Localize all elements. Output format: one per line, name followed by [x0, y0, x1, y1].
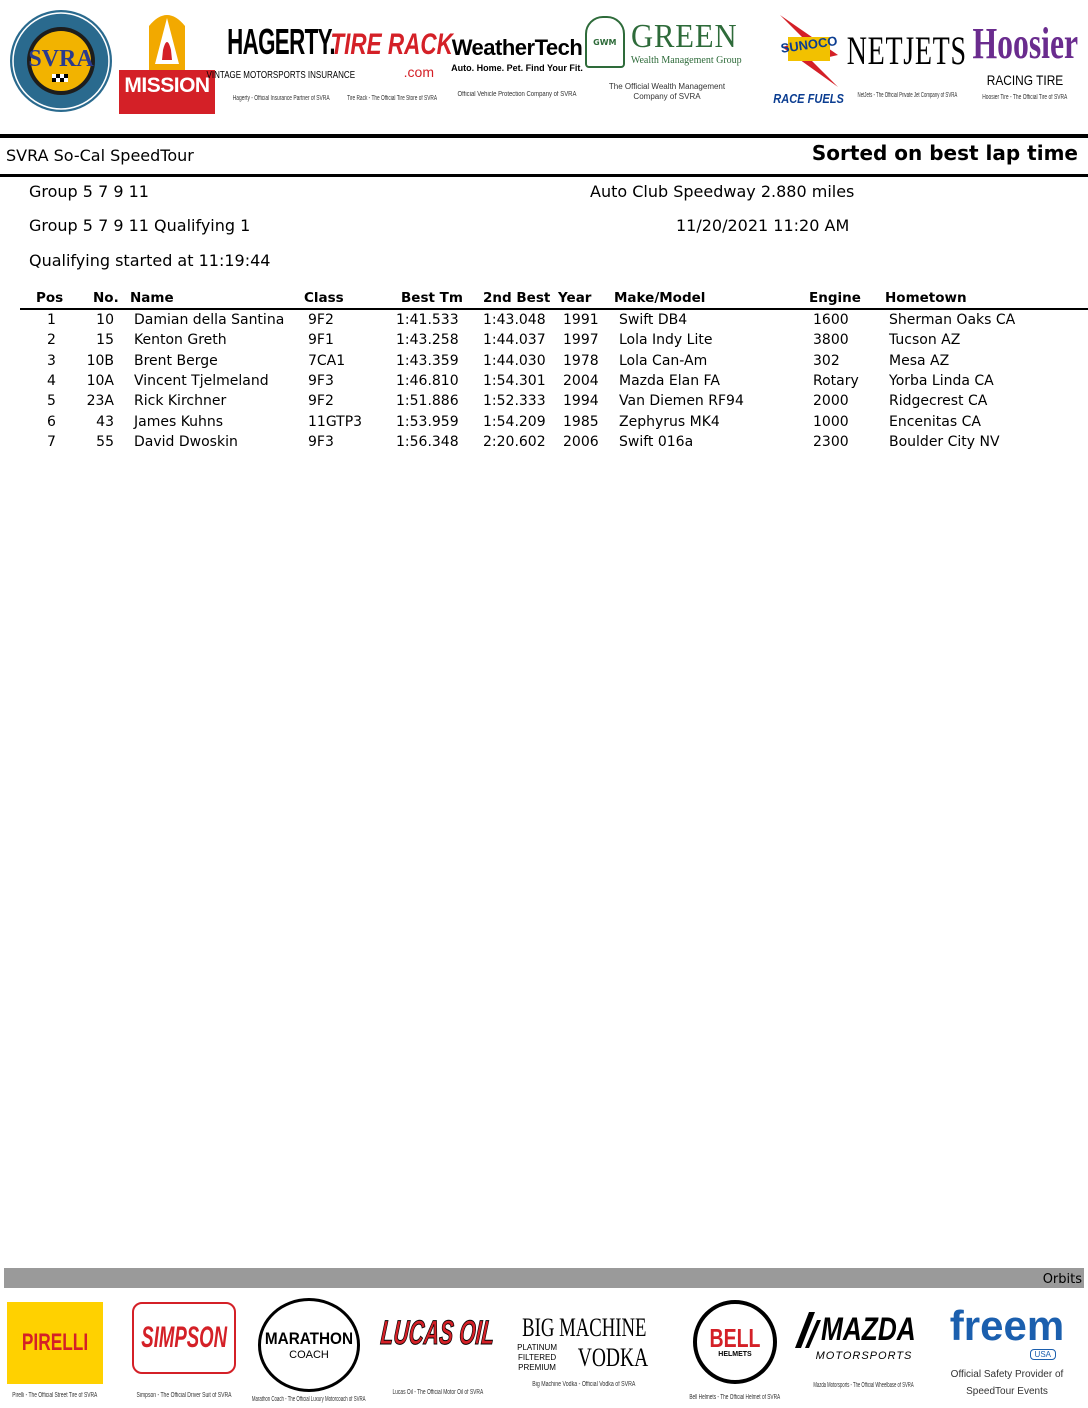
hagerty-tagline: VINTAGE MOTORSPORTS INSURANCE	[206, 70, 356, 82]
netjets-logo	[846, 6, 968, 110]
cell-second: 2:20.602	[483, 434, 546, 450]
mission-logo	[119, 4, 215, 114]
mazda-stripe-icon	[791, 1312, 821, 1348]
cell-name: Vincent Tjelmeland	[134, 373, 269, 389]
cell-year: 2004	[563, 373, 599, 389]
table-row	[0, 312, 1088, 332]
simpson-logo-text: SIMPSON	[141, 1320, 227, 1354]
mazda-logo-text: MAZDA	[821, 1311, 916, 1348]
cell-engine: 1600	[813, 312, 849, 328]
cell-no: 10B	[86, 353, 114, 369]
footer-gray-bar	[4, 1268, 1084, 1288]
svra-logo	[8, 8, 114, 114]
gwm-badge-text: GWM	[593, 37, 617, 47]
simpson-caption: Simpson - The Official Driver Suit of SVRA	[136, 1391, 232, 1399]
cell-best: 1:41.533	[396, 312, 459, 328]
cell-name: Kenton Greth	[134, 332, 227, 348]
cell-make: Mazda Elan FA	[619, 373, 720, 389]
cell-engine: 3800	[813, 332, 849, 348]
cell-no: 10	[96, 312, 114, 328]
table-row	[0, 434, 1088, 454]
table-row	[0, 414, 1088, 434]
cell-class: 9F2	[308, 393, 334, 409]
mazda-caption: Mazda Motorsports - The Official Wheelbase of SVRA	[813, 1382, 915, 1390]
marathon-logo-text: MARATHON	[264, 1328, 354, 1348]
cell-pos: 1	[47, 312, 56, 328]
marathon-logo-badge	[258, 1298, 360, 1392]
freem-logo	[930, 1298, 1084, 1404]
col-header-best: Best Tm	[401, 290, 463, 306]
sort-note: Sorted on best lap time	[811, 141, 1078, 165]
mazda-logo-sub: MOTORSPORTS	[815, 1350, 913, 1363]
cell-no: 10A	[86, 373, 114, 389]
cell-name: Brent Berge	[134, 353, 218, 369]
cell-name: Rick Kirchner	[134, 393, 227, 409]
cell-second: 1:52.333	[483, 393, 546, 409]
cell-hometown: Tucson AZ	[889, 332, 961, 348]
cell-best: 1:43.359	[396, 353, 459, 369]
cell-engine: 1000	[813, 414, 849, 430]
tirerack-logo-text: TIRE RACK	[330, 27, 454, 61]
cell-make: Van Diemen RF94	[619, 393, 744, 409]
cell-hometown: Yorba Linda CA	[889, 373, 994, 389]
green-caption: The Official Wealth Management Company of SVRA	[608, 82, 726, 101]
cell-make: Lola Indy Lite	[619, 332, 713, 348]
table-row	[0, 332, 1088, 352]
cell-pos: 6	[47, 414, 56, 430]
marathon-logo	[250, 1298, 368, 1404]
cell-make: Zephyrus MK4	[619, 414, 720, 430]
cell-second: 1:44.037	[483, 332, 546, 348]
weathertech-tagline: Auto. Home. Pet. Find Your Fit.	[451, 62, 583, 73]
marathon-logo-sub: COACH	[289, 1348, 329, 1361]
cell-no: 55	[96, 434, 114, 450]
cell-class: 9F1	[308, 332, 334, 348]
green-logo	[594, 6, 740, 112]
cell-engine: 2000	[813, 393, 849, 409]
pirelli-logo-box	[7, 1302, 103, 1384]
bigmachine-logo	[510, 1298, 658, 1404]
cell-class: 7CA1	[308, 353, 346, 369]
hoosier-logo-sub: RACING TIRE	[986, 71, 1064, 88]
svra-logo-text: SVRA	[28, 46, 94, 72]
netjets-caption: NetJets - The Official Private Jet Company of SVRA	[857, 91, 957, 99]
session-datetime: 11/20/2021 11:20 AM	[676, 216, 850, 235]
cell-name: David Dwoskin	[134, 434, 238, 450]
cell-pos: 7	[47, 434, 56, 450]
green-logo-text: GREEN	[630, 17, 738, 55]
bell-caption: Bell Helmets - The Official Helmet of SVRA	[689, 1393, 781, 1401]
cell-second: 1:44.030	[483, 353, 546, 369]
col-header-class: Class	[304, 290, 344, 306]
green-logo-sub: Wealth Management Group	[630, 54, 742, 66]
cell-engine: 302	[813, 353, 840, 369]
cell-pos: 4	[47, 373, 56, 389]
cell-year: 1997	[563, 332, 599, 348]
sunoco-logo	[774, 4, 844, 112]
freem-logo-text: freem	[949, 1301, 1065, 1349]
col-header-second: 2nd Best	[483, 290, 551, 306]
weathertech-caption: Official Vehicle Protection Company of SVRA	[457, 90, 577, 98]
cell-pos: 3	[47, 353, 56, 369]
cell-hometown: Mesa AZ	[889, 353, 950, 369]
cell-best: 1:53.959	[396, 414, 459, 430]
sunoco-logo-text: SUNOCO	[779, 33, 839, 56]
col-header-engine: Engine	[809, 290, 861, 306]
cell-class: 9F3	[308, 373, 334, 389]
cell-make: Swift DB4	[619, 312, 688, 328]
lucasoil-logo-text: LUCAS OIL	[379, 1314, 497, 1353]
cell-best: 1:51.886	[396, 393, 459, 409]
cell-no: 23A	[86, 393, 114, 409]
cell-second: 1:54.209	[483, 414, 546, 430]
tirerack-logo-sub: .com	[403, 63, 434, 80]
col-header-year: Year	[558, 290, 592, 306]
gwm-badge-icon	[585, 16, 625, 68]
weathertech-logo	[452, 8, 582, 112]
hoosier-logo-text: Hoosier	[972, 18, 1078, 68]
cell-engine: 2300	[813, 434, 849, 450]
cell-no: 43	[96, 414, 114, 430]
bigmachine-logo-sub2: PLATINUM FILTERED PREMIUM	[517, 1342, 557, 1372]
lucasoil-logo	[378, 1298, 498, 1404]
bigmachine-logo-text: BIG MACHINE	[521, 1312, 647, 1342]
track-label: Auto Club Speedway 2.880 miles	[590, 182, 855, 201]
pirelli-caption: Pirelli - The Official Street Tire of SVRA	[12, 1391, 98, 1399]
cell-year: 1991	[563, 312, 599, 328]
table-row	[0, 373, 1088, 393]
cell-second: 1:54.301	[483, 373, 546, 389]
simpson-logo	[126, 1298, 242, 1404]
cell-hometown: Encenitas CA	[889, 414, 981, 430]
cell-year: 1994	[563, 393, 599, 409]
hoosier-logo	[966, 4, 1084, 112]
cell-make: Swift 016a	[619, 434, 694, 450]
freem-logo-sub: USA	[1030, 1349, 1056, 1360]
pirelli-logo-text: PIRELLI	[21, 1328, 89, 1356]
col-header-make: Make/Model	[614, 290, 706, 306]
hagerty-caption: Hagerty - Official Insurance Partner of SVRA	[232, 95, 330, 103]
col-header-pos: Pos	[36, 290, 64, 306]
cell-pos: 5	[47, 393, 56, 409]
cell-hometown: Boulder City NV	[889, 434, 1000, 450]
cell-class: 11GTP3	[308, 414, 363, 430]
bell-logo-text: BELL	[709, 1323, 761, 1354]
table-row	[0, 353, 1088, 373]
cell-class: 9F2	[308, 312, 334, 328]
cell-hometown: Ridgecrest CA	[889, 393, 988, 409]
bell-logo-sub: HELMETS	[718, 1351, 752, 1359]
netjets-logo-text: NETJETS	[846, 27, 968, 73]
bigmachine-logo-sub: VODKA	[577, 1342, 649, 1372]
cell-name: James Kuhns	[134, 414, 224, 430]
footer-orbits-label: Orbits	[1042, 1272, 1082, 1287]
header-top-rule	[0, 134, 1088, 138]
cell-class: 9F3	[308, 434, 334, 450]
cell-pos: 2	[47, 332, 56, 348]
simpson-logo-box	[132, 1302, 236, 1374]
mazda-logo	[800, 1298, 928, 1404]
mission-logo-text: MISSION	[124, 74, 210, 97]
cell-best: 1:46.810	[396, 373, 459, 389]
cell-best: 1:43.258	[396, 332, 459, 348]
lucasoil-caption: Lucas Oil - The Official Motor Oil of SVRA	[392, 1389, 484, 1397]
hagerty-logo	[206, 8, 356, 112]
hoosier-caption: Hoosier Tire - The Official Tire of SVRA	[982, 93, 1068, 101]
hagerty-logo-text: HAGERTY.	[227, 21, 335, 63]
col-header-name: Name	[130, 290, 174, 306]
sunoco-logo-sub: RACE FUELS	[773, 90, 845, 106]
table-header-rule	[20, 308, 1088, 310]
cell-year: 1978	[563, 353, 599, 369]
qualifying-start-time: Qualifying started at 11:19:44	[29, 251, 271, 270]
cell-second: 1:43.048	[483, 312, 546, 328]
bell-logo-badge	[693, 1300, 777, 1384]
cell-make: Lola Can-Am	[619, 353, 708, 369]
cell-name: Damian della Santina	[134, 312, 285, 328]
freem-caption: Official Safety Provider of SpeedTour Events	[950, 1368, 1064, 1397]
cell-no: 15	[96, 332, 114, 348]
tirerack-logo	[330, 8, 454, 112]
cell-year: 1985	[563, 414, 599, 430]
table-row	[0, 393, 1088, 413]
header-bottom-rule	[0, 174, 1088, 177]
marathon-caption: Marathon Coach - The Official Luxury Motorcoach of SVRA	[252, 1395, 366, 1403]
tirerack-caption: Tire Rack - The Official Tire Store of SVRA	[347, 94, 437, 102]
col-header-no: No.	[93, 290, 119, 306]
cell-year: 2006	[563, 434, 599, 450]
bigmachine-caption: Big Machine Vodka - Official Vodka of SVRA	[532, 1380, 636, 1388]
cell-engine: Rotary	[813, 373, 859, 389]
cell-hometown: Sherman Oaks CA	[889, 312, 1016, 328]
group-label: Group 5 7 9 11	[29, 182, 149, 201]
col-header-hometown: Hometown	[885, 290, 967, 306]
bell-logo	[676, 1298, 794, 1404]
session-label: Group 5 7 9 11 Qualifying 1	[29, 216, 251, 235]
weathertech-logo-text: WeatherTech	[451, 34, 583, 60]
event-title: SVRA So-Cal SpeedTour	[6, 146, 194, 165]
cell-best: 1:56.348	[396, 434, 459, 450]
pirelli-logo	[4, 1298, 106, 1404]
